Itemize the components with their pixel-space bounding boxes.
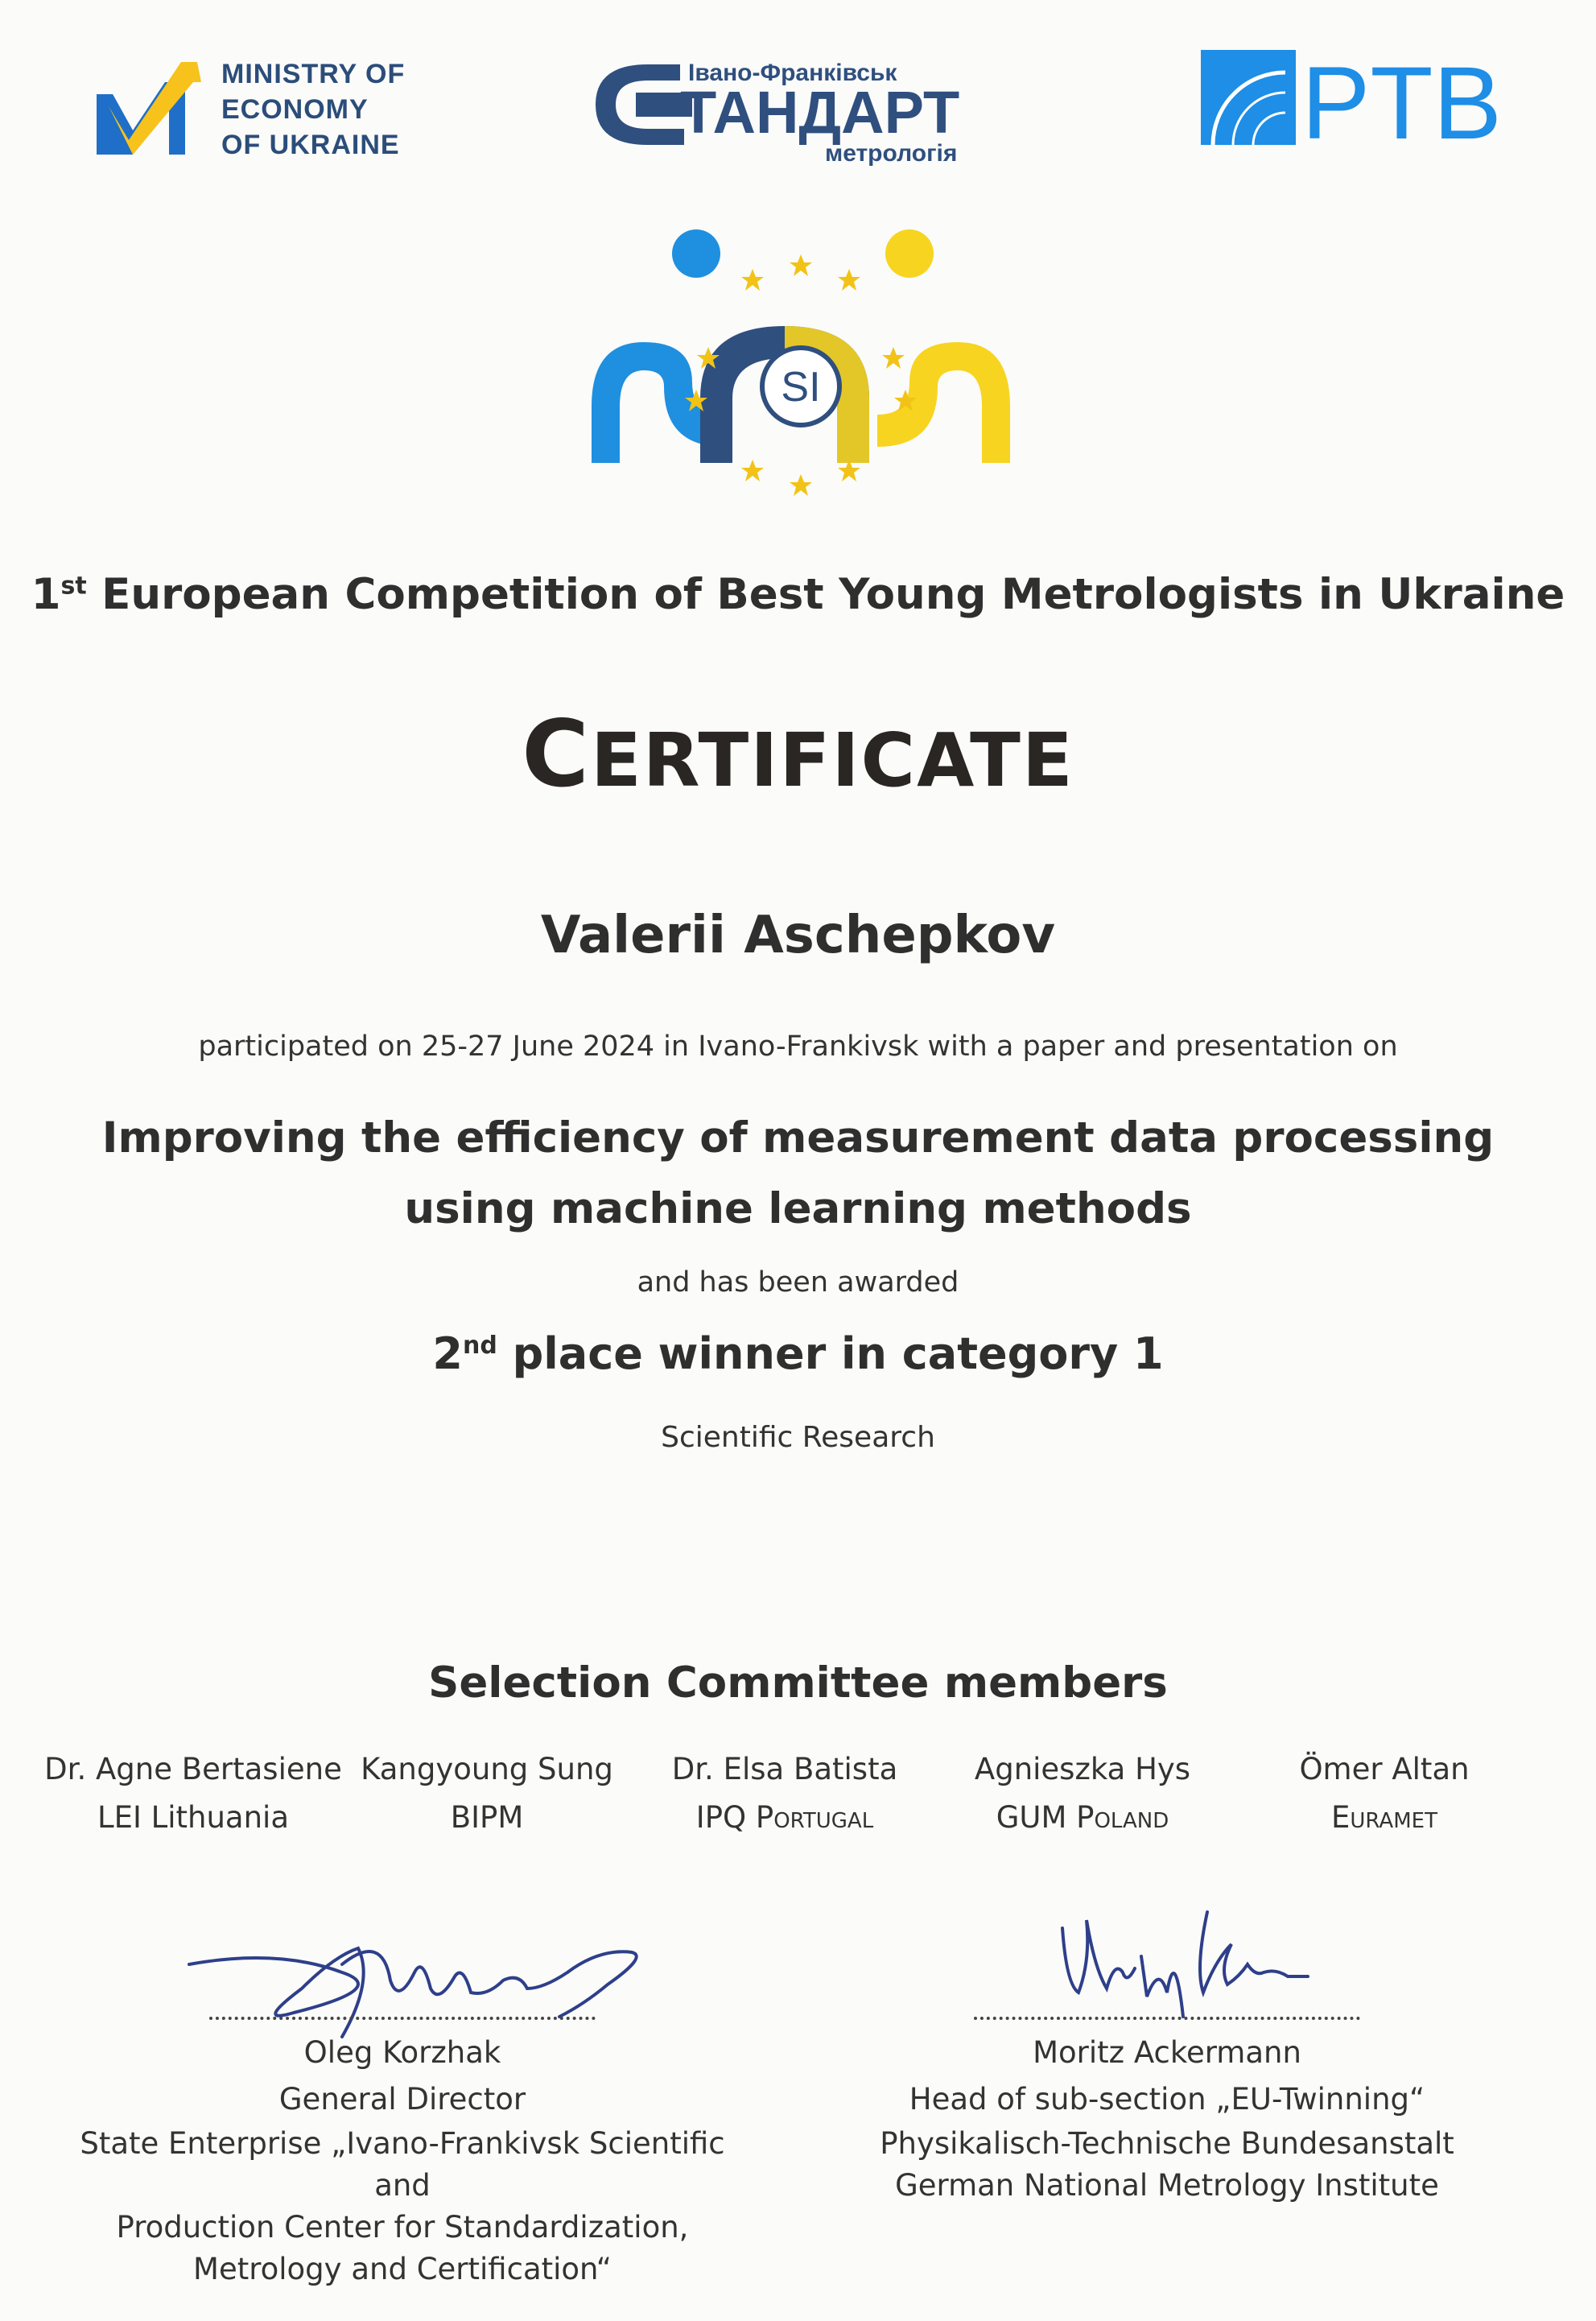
certificate-rest: ERTIFICATE xyxy=(590,717,1074,803)
award-place xyxy=(0,1328,1596,1379)
standart-name: ТАНДАРТ xyxy=(680,79,960,146)
committee-title: Selection Committee members xyxy=(428,1658,1168,1708)
ministry-line3: OF UKRAINE xyxy=(221,130,400,160)
paper-title-line1: Improving the efficiency of measurement data processing xyxy=(101,1113,1495,1163)
ptb-logo xyxy=(1201,46,1502,161)
ministry-emblem-icon xyxy=(89,50,209,155)
member-org: GUM Poland xyxy=(996,1800,1169,1835)
certificate-heading xyxy=(0,700,1596,807)
member-name: Dr. Elsa Batista xyxy=(671,1752,898,1786)
right-signature-image xyxy=(1046,1896,1320,2033)
place-suffix: nd xyxy=(462,1332,497,1360)
si-label: SI xyxy=(781,364,821,411)
signatory-org-line1: Physikalisch-Technische Bundesanstalt xyxy=(880,2126,1454,2161)
member-name: Kangyoung Sung xyxy=(361,1752,613,1786)
committee-member xyxy=(930,1745,1235,1842)
signature-line xyxy=(974,2017,1360,2020)
ministry-line1: MINISTRY OF xyxy=(221,59,406,89)
signatory-name: Moritz Ackermann xyxy=(1033,2035,1301,2070)
standart-logo xyxy=(592,48,986,169)
member-org: LEI Lithuania xyxy=(97,1800,290,1835)
committee-member xyxy=(1231,1745,1537,1842)
signatory-org-line3: Metrology and Certification“ xyxy=(193,2252,612,2286)
signatory-org-line1: State Enterprise „Ivano-Frankivsk Scientific and xyxy=(80,2126,725,2203)
member-name: Agnieszka Hys xyxy=(974,1752,1191,1786)
certificate-first-letter: C xyxy=(522,700,591,807)
ministry-name xyxy=(221,56,405,163)
committee-member xyxy=(334,1745,640,1842)
si-competition-logo xyxy=(588,229,1014,503)
signature-line xyxy=(209,2017,596,2020)
competition-title-text: European Competition of Best Young Metrologists in Ukraine xyxy=(101,570,1565,619)
member-name: Dr. Agne Bertasiene xyxy=(44,1752,342,1786)
signatory-role: General Director xyxy=(278,2082,526,2117)
standart-sub: метрологія xyxy=(825,140,958,167)
paper-title xyxy=(0,1103,1596,1245)
awarded-text: and has been awarded xyxy=(637,1266,959,1299)
standart-city: Івано-Франківськ xyxy=(688,60,897,86)
competition-ordinal-suffix: st xyxy=(60,572,87,601)
member-org: BIPM xyxy=(450,1800,524,1835)
competition-ordinal: 1 xyxy=(31,570,61,619)
ministry-of-economy-logo xyxy=(89,50,427,171)
participation-text: participated on 25-27 June 2024 in Ivano-Frankivsk with a paper and presentation on xyxy=(198,1030,1398,1063)
signatory-org-line2: German National Metrology Institute xyxy=(895,2168,1439,2203)
member-name: Ömer Altan xyxy=(1299,1752,1470,1786)
paper-title-line2: using machine learning methods xyxy=(404,1184,1192,1233)
place-number: 2 xyxy=(432,1328,463,1379)
signatory-role: Head of sub-section „EU-Twinning“ xyxy=(909,2082,1425,2117)
committee-member xyxy=(632,1745,938,1842)
member-org: IPQ Portugal xyxy=(695,1800,874,1835)
signatory-name: Oleg Korzhak xyxy=(303,2035,501,2070)
member-org: Euramet xyxy=(1331,1800,1437,1835)
right-signatory xyxy=(845,2017,1489,2207)
place-text: place winner in category 1 xyxy=(512,1328,1164,1379)
signatory-org-line2: Production Center for Standardization, xyxy=(116,2210,689,2245)
recipient-name: Valerii Aschepkov xyxy=(540,906,1056,965)
ptb-name: PTB xyxy=(1301,46,1502,161)
ministry-line2: ECONOMY xyxy=(221,94,369,125)
competition-title xyxy=(0,570,1596,619)
committee-member xyxy=(40,1745,346,1842)
left-signatory xyxy=(48,2017,757,2290)
category-name: Scientific Research xyxy=(661,1421,935,1454)
